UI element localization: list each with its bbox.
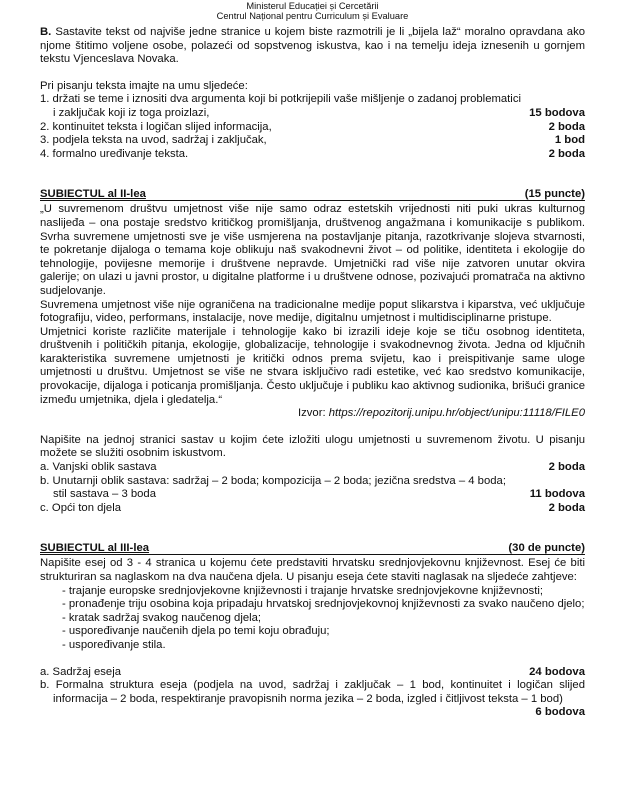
part-b-item-text: 4. formalno uređivanje teksta. bbox=[40, 147, 189, 160]
section-3-item-points: 24 bodova bbox=[529, 665, 585, 678]
part-b-item bbox=[40, 121, 585, 135]
section-3-heading bbox=[40, 542, 585, 555]
quote-paragraph: Umjetnici koriste različite materijale i tehnologije kako bi izrazili ideje koje se tiču osobnog identiteta, društvenih i političkih pitanja, ekologije, globalizacije, tehnologije i svakodnevnog života. Jedna od ključnih karakteristika suvremene umjetnosti je kritički odnos prema svijetu, kao i preispitivanje same uloge umjetnosti u društvu. Umjetnost se više ne stvara isključivo radi estetike, već kao sredstvo komunikacije, provokacije, dijaloga i poticanja promišljanja. Često uključuje i publiku kao aktivnog sudionika, brišući granice između umjetnika, djela i gledatelja.“ bbox=[40, 325, 585, 406]
quote-paragraph: „U suvremenom društvu umjetnost više nije samo odraz estetskih vrijednosti niti puki ukras kulturnog naslijeđa – ona postaje sredstvo kritičkog promišljanja, društvenog angažmana i komunikacije s publikom. Svrha suvremene umjetnosti sve je više usmjerena na postavljanje pitanja, razotkrivanje slojeva stvarnosti, te pokretanje dijaloga o temama koje oblikuju naš svakodnevni život – od politike, identiteta i ekologije do tehnologije, povijesne memorije i društvene nepravde. Umjetnički rad više nije zatvoren unutar okvira galerije; on ulazi u javni prostor, u digitalne platforme i u društvene odnose, pozivajući promatrača na aktivno sudjelovanje. bbox=[40, 203, 585, 297]
section-3-item-points: 6 bodova bbox=[535, 706, 585, 719]
part-b-label: B. bbox=[40, 26, 52, 38]
part-b-item-points: 15 bodova bbox=[529, 106, 585, 119]
section-2-item bbox=[40, 502, 585, 516]
section-3-item-text: a. Sadržaj eseja bbox=[40, 665, 122, 678]
part-b-item-text: 3. podjela teksta na uvod, sadržaj i zaključak, bbox=[40, 134, 267, 147]
section-3-points: (30 de puncte) bbox=[508, 542, 585, 555]
part-b-task bbox=[40, 26, 585, 67]
section-3-task: Napišite esej od 3 - 4 stranica u kojemu ćete predstaviti hrvatsku srednjovjekovnu književnost. Esej će biti strukturiran sa naglaskom na dva naučena djela. U pisanju eseja ćete staviti naglasak na sljedeće zahtjeve: bbox=[40, 557, 585, 583]
section-3-item bbox=[40, 666, 585, 680]
section-2-item-text: a. Vanjski oblik sastava bbox=[40, 461, 157, 474]
section-2-task: Napišite na jednoj stranici sastav u kojim ćete izložiti ulogu umjetnosti u suvremenom životu. U pisanju možete se služiti osobnim iskustvom. bbox=[40, 433, 585, 460]
section-2-item bbox=[40, 461, 585, 475]
section-2 bbox=[40, 188, 585, 515]
requirements-list bbox=[40, 585, 585, 653]
header-ministry: Ministerul Educației și Cercetării bbox=[246, 1, 379, 11]
section-3-item-points-row bbox=[40, 706, 585, 720]
part-b bbox=[40, 26, 585, 161]
part-b-item-text: 2. kontinuitet teksta i logičan slijed informacija, bbox=[40, 120, 272, 133]
section-3-title: SUBIECTUL al III-lea bbox=[40, 542, 150, 555]
part-b-item-points: 2 boda bbox=[548, 120, 585, 133]
section-2-item-points: 2 boda bbox=[548, 501, 585, 514]
document-header bbox=[40, 0, 585, 21]
section-3-item-text: b. Formalna struktura eseja (podjela na uvod, sadržaj i zaključak – 1 bod, kontinuitet i logičan slijed informacija – 2 boda, respektiranje pravopisnih norma jezika – 2 boda, izgled i čitljivost teksta – 1 bod) bbox=[40, 679, 585, 705]
section-2-item-text: b. Unutarnji oblik sastava: sadržaj – 2 boda; kompozicija – 2 boda; jezična sredstva – 4 boda; stil sastava – 3 boda bbox=[40, 474, 506, 501]
list-item: - uspoređivanje stila. bbox=[62, 638, 166, 651]
list-item: - pronađenje triju osobina koja pripadaju hrvatskoj srednjovjekovnoj književnosti za svako naučeno djelo; bbox=[62, 598, 585, 611]
list-item: - trajanje europske srednjovjekovne književnosti i trajanje hrvatske srednjovjekovne književnosti; bbox=[62, 584, 543, 597]
section-2-item-points: 11 bodova bbox=[529, 488, 585, 501]
part-b-intro: Pri pisanju teksta imajte na umu sljedeće: bbox=[40, 79, 248, 92]
part-b-item-points: 2 boda bbox=[548, 147, 585, 160]
part-b-item bbox=[40, 148, 585, 162]
section-3 bbox=[40, 542, 585, 720]
source-label: Izvor: bbox=[298, 407, 326, 420]
section-3-item bbox=[40, 679, 585, 720]
section-2-title: SUBIECTUL al II-lea bbox=[40, 188, 146, 201]
section-2-heading bbox=[40, 188, 585, 201]
part-b-item bbox=[40, 93, 585, 120]
section-2-item-text: c. Opći ton djela bbox=[40, 501, 122, 514]
section-2-points: (15 puncte) bbox=[524, 188, 585, 201]
part-b-item bbox=[40, 134, 585, 148]
header-center: Centrul Național pentru Curriculum și Evaluare bbox=[216, 11, 409, 21]
list-item: - uspoređivanje naučenih djela po temi koju obrađuju; bbox=[62, 625, 330, 638]
section-2-item-points: 2 boda bbox=[548, 461, 585, 474]
exam-page bbox=[40, 0, 585, 720]
source-url: https://repozitorij.unipu.hr/object/unipu:11118/FILE0 bbox=[328, 407, 585, 420]
quote-paragraph: Suvremena umjetnost više nije ograničena na tradicionalne medije poput slikarstva i kiparstva, već uključuje fotografiju, video, performans, instalacije, nove medije, digitalnu umjetnost i multidisciplinarne pristupe. bbox=[40, 298, 585, 325]
section-2-item bbox=[40, 475, 585, 502]
part-b-item-points: 1 bod bbox=[554, 134, 585, 147]
part-b-text: Sastavite tekst od najviše jedne stranice u kojem biste razmotrili je li „bijela laž“ moralno opravdana ako njome štitimo voljene osobe, polazeći od sopstvenog iskustva, kao i na temelju ideja iznesenih u gornjem tekstu Vjenceslava Novaka. bbox=[40, 26, 586, 66]
part-b-item-text: 1. držati se teme i iznositi dva argumenta koji bi potkrijepili vaše mišljenje o zadanoj problematici i zaključak koji iz toga proizlazi, bbox=[40, 93, 521, 119]
quote-source bbox=[40, 407, 585, 421]
list-item: - kratak sadržaj svakog naučenog djela; bbox=[62, 611, 262, 624]
